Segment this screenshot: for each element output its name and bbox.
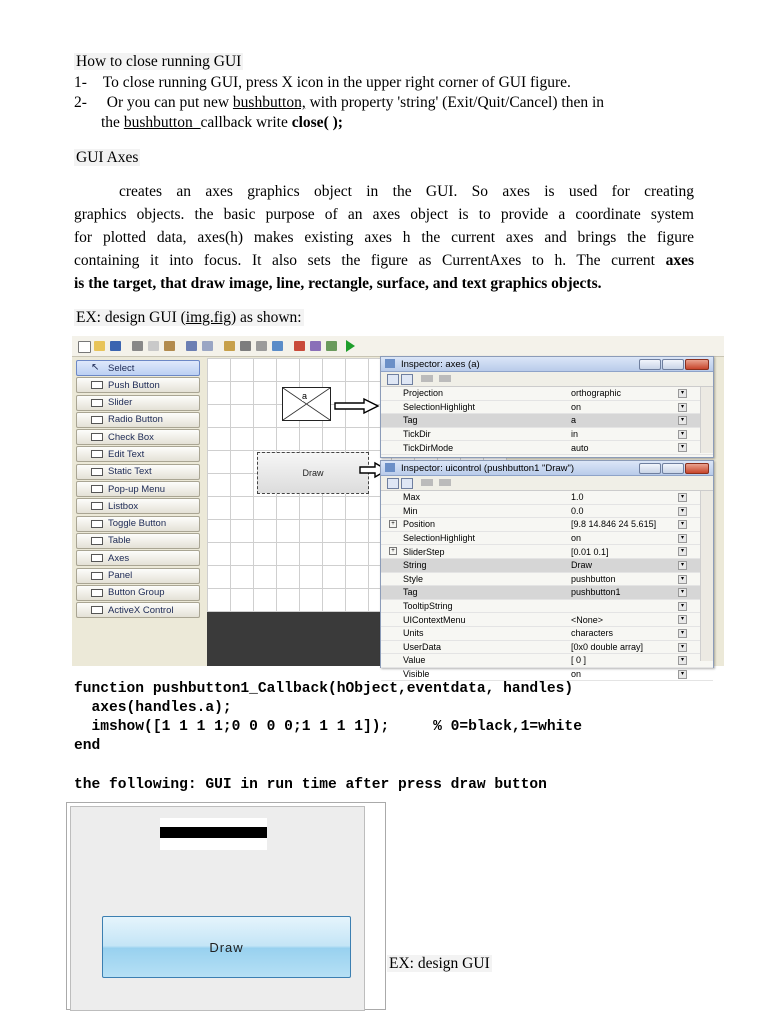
property-row[interactable]: [381, 387, 713, 401]
redo-icon[interactable]: [202, 341, 213, 351]
property-value[interactable]: a: [571, 415, 577, 426]
dropdown-icon[interactable]: ▾: [678, 615, 687, 624]
property-value[interactable]: on: [571, 669, 582, 680]
arrow-to-inspector-1: [334, 398, 380, 414]
dropdown-icon[interactable]: ▾: [678, 561, 687, 570]
inspector-uicontrol-tools: [381, 476, 713, 491]
property-row[interactable]: [381, 627, 713, 641]
dropdown-icon[interactable]: ▾: [678, 416, 687, 425]
palette-item[interactable]: [76, 498, 200, 514]
palette-item-icon: [91, 589, 103, 597]
property-value[interactable]: [0x0 double array]: [571, 641, 644, 652]
tab-order-icon[interactable]: [256, 341, 267, 351]
palette-item[interactable]: [76, 412, 200, 428]
property-row[interactable]: [381, 532, 713, 546]
collapse-all-icon[interactable]: [439, 375, 451, 382]
inspector-axes-scrollbar[interactable]: [700, 387, 713, 453]
property-row[interactable]: [381, 545, 713, 559]
categorized-icon[interactable]: [387, 478, 399, 489]
inspector-icon: [385, 463, 395, 472]
palette-item[interactable]: [76, 377, 200, 393]
property-value[interactable]: on: [571, 533, 582, 544]
runtime-image-black-bar: [160, 827, 267, 838]
property-value[interactable]: [ 0 ]: [571, 655, 587, 666]
palette-item[interactable]: [76, 360, 200, 376]
expand-icon[interactable]: +: [389, 547, 397, 555]
copy-icon[interactable]: [148, 341, 159, 351]
cut-icon[interactable]: [132, 341, 143, 351]
inspector-axes: [380, 356, 714, 458]
palette-item-icon: [91, 554, 103, 562]
dropdown-icon[interactable]: ▾: [678, 588, 687, 597]
inspector-axes-title: Inspector: axes (a): [381, 357, 713, 372]
sort-icon[interactable]: [401, 478, 413, 489]
dropdown-icon[interactable]: ▾: [678, 547, 687, 556]
palette-item-icon: [91, 450, 103, 458]
guide-toolbar: [72, 336, 724, 357]
save-icon[interactable]: [110, 341, 121, 351]
dropdown-icon[interactable]: ▾: [678, 629, 687, 638]
inspector-uicontrol: [380, 460, 714, 680]
palette-item[interactable]: [76, 481, 200, 497]
palette-item-label: Button Group: [108, 587, 165, 599]
palette-item[interactable]: [76, 446, 200, 462]
property-name: Value: [403, 655, 426, 666]
palette-item-icon: [91, 416, 103, 424]
property-value[interactable]: in: [571, 429, 579, 440]
code-line-1: function pushbutton1_Callback(hObject,eventdata, handles): [74, 681, 574, 697]
property-name: Tag: [403, 415, 418, 426]
object-browser-icon[interactable]: [326, 341, 337, 351]
runtime-gui-window: [66, 802, 386, 1010]
palette-item-label: Radio Button: [108, 414, 163, 426]
expand-all-icon[interactable]: [421, 479, 433, 486]
dropdown-icon[interactable]: ▾: [678, 602, 687, 611]
property-row[interactable]: [381, 491, 713, 505]
minimize-button[interactable]: [639, 463, 661, 474]
dropdown-icon[interactable]: ▾: [678, 656, 687, 665]
property-name: String: [403, 560, 427, 571]
property-row[interactable]: [381, 600, 713, 614]
property-inspector-icon[interactable]: [310, 341, 321, 351]
palette-item-icon: [91, 520, 103, 528]
property-row[interactable]: [381, 613, 713, 627]
property-name: UIContextMenu: [403, 614, 466, 625]
component-palette: [76, 360, 200, 619]
toolbar-editor-icon[interactable]: [272, 341, 283, 351]
minimize-button[interactable]: [639, 359, 661, 370]
palette-item-label: ActiveX Control: [108, 604, 174, 616]
runtime-caption: the following: GUI in run time after press draw button: [74, 777, 547, 793]
code-line-3: imshow([1 1 1 1;0 0 0 0;1 1 1 1]); % 0=black,1=white: [74, 719, 582, 735]
property-name: Max: [403, 492, 421, 503]
property-row[interactable]: [381, 654, 713, 668]
draw-pushbutton-design[interactable]: Draw: [257, 452, 369, 494]
property-name: TickDirMode: [403, 442, 454, 453]
guide-screenshot: [72, 336, 724, 680]
property-name: TooltipString: [403, 601, 453, 612]
palette-item-icon: [91, 381, 103, 389]
palette-item-label: Table: [108, 535, 131, 547]
palette-item-label: Listbox: [108, 500, 139, 512]
bushbutton-link: bushbutton,: [232, 94, 306, 111]
dropdown-icon[interactable]: ▾: [678, 430, 687, 439]
open-icon[interactable]: [94, 341, 105, 351]
palette-item-label: Pop-up Menu: [108, 483, 166, 495]
dropdown-icon[interactable]: ▾: [678, 534, 687, 543]
close-item-2-cont: the bushbutton_callback write close( );: [101, 114, 343, 131]
palette-item[interactable]: [76, 464, 200, 480]
maximize-button[interactable]: [662, 463, 684, 474]
property-value[interactable]: [9.8 14.846 24 5.615]: [571, 519, 657, 530]
palette-item-label: Axes: [108, 552, 130, 564]
property-name: Style: [403, 573, 424, 584]
property-value[interactable]: <None>: [571, 614, 604, 625]
section-axes-heading: GUI Axes: [76, 149, 139, 166]
dropdown-icon[interactable]: ▾: [678, 493, 687, 502]
palette-item-icon: [91, 572, 103, 580]
new-icon[interactable]: [78, 341, 91, 353]
palette-item-icon: [91, 433, 103, 441]
inspector-uicontrol-rows: [381, 491, 713, 681]
palette-item[interactable]: [76, 550, 200, 566]
property-name: Projection: [403, 388, 444, 399]
palette-item[interactable]: [76, 516, 200, 532]
section-close-heading: How to close running GUI: [76, 53, 242, 70]
property-name: SelectionHighlight: [403, 533, 476, 544]
palette-item-icon: [91, 485, 103, 493]
palette-item-icon: ↖: [91, 362, 100, 373]
palette-item[interactable]: [76, 585, 200, 601]
property-row[interactable]: [381, 505, 713, 519]
example-1-heading: EX: design GUI (img.fig) as shown:: [76, 309, 302, 326]
palette-item[interactable]: [76, 395, 200, 411]
property-value[interactable]: on: [571, 401, 582, 412]
property-row[interactable]: [381, 641, 713, 655]
property-name: TickDir: [403, 429, 431, 440]
palette-item-label: Slider: [108, 397, 133, 409]
runtime-gui-figure: [70, 806, 365, 1011]
runtime-draw-button[interactable]: Draw: [102, 916, 351, 978]
palette-item-label: Edit Text: [108, 448, 145, 460]
palette-item[interactable]: [76, 533, 200, 549]
property-row[interactable]: [381, 414, 713, 428]
palette-item-label: Check Box: [108, 431, 154, 443]
property-value[interactable]: orthographic: [571, 388, 622, 399]
property-value[interactable]: pushbutton1: [571, 587, 621, 598]
maximize-button[interactable]: [662, 359, 684, 370]
property-name: Visible: [403, 669, 430, 680]
palette-item-icon: [91, 537, 103, 545]
property-value[interactable]: Draw: [571, 560, 593, 571]
close-button[interactable]: [685, 359, 709, 370]
palette-item-label: Toggle Button: [108, 518, 167, 530]
property-row[interactable]: [381, 573, 713, 587]
example-2-heading: EX: design GUI: [389, 955, 490, 972]
property-name: Tag: [403, 587, 418, 598]
property-row[interactable]: [381, 428, 713, 442]
axes-paragraph: creates an axes graphics object in the GUI. So axes is used for creating graphics objects. the basic purpose of an axes object is to provide a coordinate system for plotted data, axes(h) makes existing axes h the current axes and brings the figure containing it into focus. It also sets the figure as CurrentAxes to h. The current axes is the target, that draw image, line, rectangle, surface, and text graphics objects.: [74, 183, 694, 292]
bushbutton-callback-link: bushbutton_: [123, 114, 201, 131]
palette-item-label: Select: [108, 362, 135, 374]
inspector-axes-rows: [381, 387, 713, 455]
property-name: Units: [403, 628, 424, 639]
code-line-2: axes(handles.a);: [74, 700, 232, 716]
palette-item-label: Panel: [108, 570, 133, 582]
paste-icon[interactable]: [164, 341, 175, 351]
palette-item[interactable]: [76, 568, 200, 584]
property-value[interactable]: 0.0: [571, 505, 584, 516]
axes-placeholder[interactable]: a: [282, 387, 331, 421]
dropdown-icon[interactable]: ▾: [678, 403, 687, 412]
property-name: Position: [403, 519, 436, 530]
dropdown-icon[interactable]: ▾: [678, 520, 687, 529]
dropdown-icon[interactable]: ▾: [678, 443, 687, 452]
palette-item-icon: [91, 502, 103, 510]
property-value[interactable]: [0.01 0.1]: [571, 546, 609, 557]
dropdown-icon[interactable]: ▾: [678, 507, 687, 516]
inspector-icon: [385, 359, 395, 368]
palette-item-icon: [91, 606, 103, 614]
dropdown-icon[interactable]: ▾: [678, 643, 687, 652]
code-line-4: end: [74, 738, 101, 754]
expand-all-icon[interactable]: [421, 375, 433, 382]
palette-item-icon: [91, 399, 103, 407]
property-row[interactable]: [381, 586, 713, 600]
close-item-1: 1- To close running GUI, press X icon in the upper right corner of GUI figure.: [74, 74, 571, 91]
categorized-icon[interactable]: [387, 374, 399, 385]
property-row[interactable]: [381, 559, 713, 573]
run-icon[interactable]: [346, 340, 355, 352]
palette-item-label: Push Button: [108, 379, 160, 391]
palette-item-icon: [91, 468, 103, 476]
menu-editor-icon[interactable]: [240, 341, 251, 351]
expand-icon[interactable]: +: [389, 520, 397, 528]
close-item-2: 2- Or you can put new bushbutton, with property 'string' (Exit/Quit/Cancel) then in: [74, 94, 605, 111]
palette-item-label: Static Text: [108, 466, 152, 478]
inspector-uicontrol-title: Inspector: uicontrol (pushbutton1 "Draw"): [381, 461, 713, 476]
property-value[interactable]: pushbutton: [571, 573, 616, 584]
sort-icon[interactable]: [401, 374, 413, 385]
close-button[interactable]: [685, 463, 709, 474]
property-name: Min: [403, 505, 418, 516]
collapse-all-icon[interactable]: [439, 479, 451, 486]
property-row[interactable]: [381, 401, 713, 415]
dropdown-icon[interactable]: ▾: [678, 670, 687, 679]
palette-item[interactable]: [76, 429, 200, 445]
mfile-editor-icon[interactable]: [294, 341, 305, 351]
undo-icon[interactable]: [186, 341, 197, 351]
inspector-axes-tools: [381, 372, 713, 387]
property-name: UserData: [403, 641, 442, 652]
inspector-uicontrol-scrollbar[interactable]: [700, 491, 713, 661]
align-icon[interactable]: [224, 341, 235, 351]
property-row[interactable]: [381, 518, 713, 532]
dropdown-icon[interactable]: ▾: [678, 389, 687, 398]
dropdown-icon[interactable]: ▾: [678, 575, 687, 584]
property-value[interactable]: characters: [571, 628, 614, 639]
property-name: SliderStep: [403, 546, 445, 557]
property-name: SelectionHighlight: [403, 401, 476, 412]
property-value[interactable]: auto: [571, 442, 589, 453]
palette-item[interactable]: [76, 602, 200, 618]
property-row[interactable]: [381, 441, 713, 455]
property-value[interactable]: 1.0: [571, 492, 584, 503]
